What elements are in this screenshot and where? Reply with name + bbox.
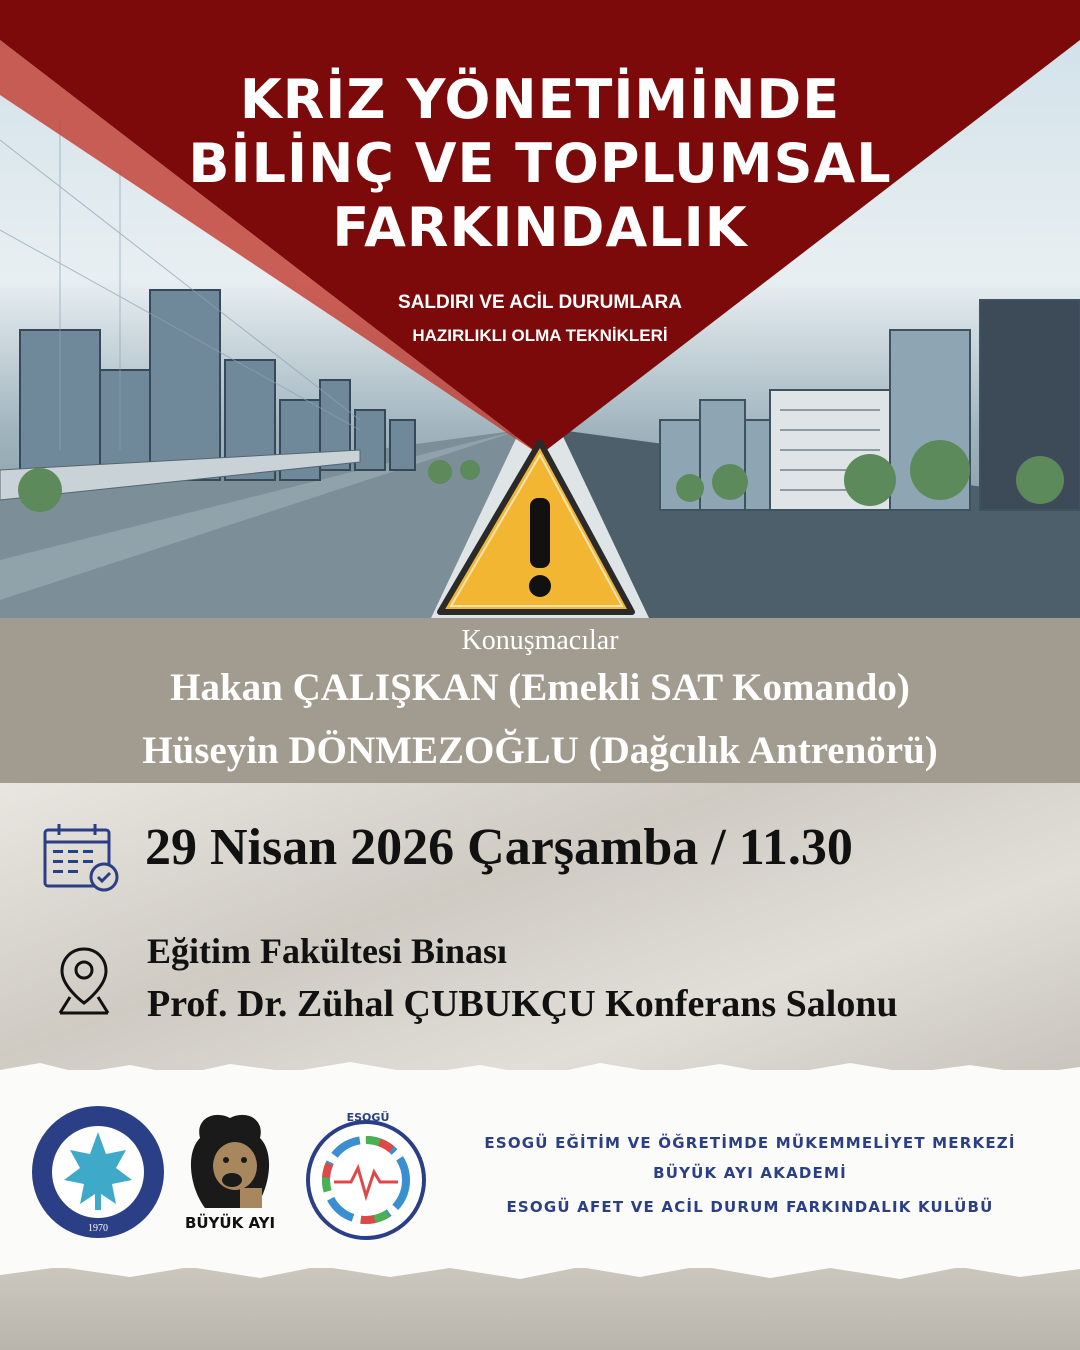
- speaker-2: Hüseyin DÖNMEZOĞLU (Dağcılık Antrenörü): [142, 729, 938, 772]
- subtitle-line-1: SALDIRI VE ACİL DURUMLARA: [398, 292, 682, 313]
- location-pin-icon: [56, 945, 112, 1017]
- event-date-time: 29 Nisan 2026 Çarşamba / 11.30: [145, 819, 853, 876]
- university-logo: [28, 1102, 168, 1242]
- location-line-2: Prof. Dr. Zühal ÇUBUKÇU Konferans Salonu: [147, 983, 898, 1025]
- esogu-club-logo: [296, 1112, 436, 1242]
- university-year: 1970: [88, 1223, 108, 1234]
- bear-logo: [180, 1108, 280, 1216]
- organizer-2: BÜYÜK AYI AKADEMİ: [653, 1164, 847, 1182]
- speakers-heading: Konuşmacılar: [461, 625, 619, 656]
- esogu-logo-label: ESOGÜ: [346, 1111, 390, 1124]
- organizer-1: ESOGÜ EĞİTİM VE ÖĞRETİMDE MÜKEMMELİYET MERKEZİ: [484, 1134, 1016, 1152]
- title-line-1: KRİZ YÖNETİMİNDE: [239, 68, 841, 131]
- torn-edge-bottom: [0, 1255, 1080, 1285]
- torn-edge-top: [0, 1055, 1080, 1085]
- organizer-3: ESOGÜ AFET VE ACİL DURUM FARKINDALIK KULÜBÜ: [506, 1198, 994, 1216]
- location-line-1: Eğitim Fakültesi Binası: [147, 931, 508, 971]
- bear-logo-label: BÜYÜK AYI: [184, 1214, 276, 1232]
- subtitle-line-2: HAZIRLIKLI OLMA TEKNİKLERİ: [412, 326, 668, 345]
- speaker-1: Hakan ÇALIŞKAN (Emekli SAT Komando): [170, 666, 910, 709]
- calendar-icon: [42, 822, 122, 892]
- title-line-3: FARKINDALIK: [332, 196, 748, 259]
- title-line-2: BİLİNÇ VE TOPLUMSAL: [188, 132, 892, 195]
